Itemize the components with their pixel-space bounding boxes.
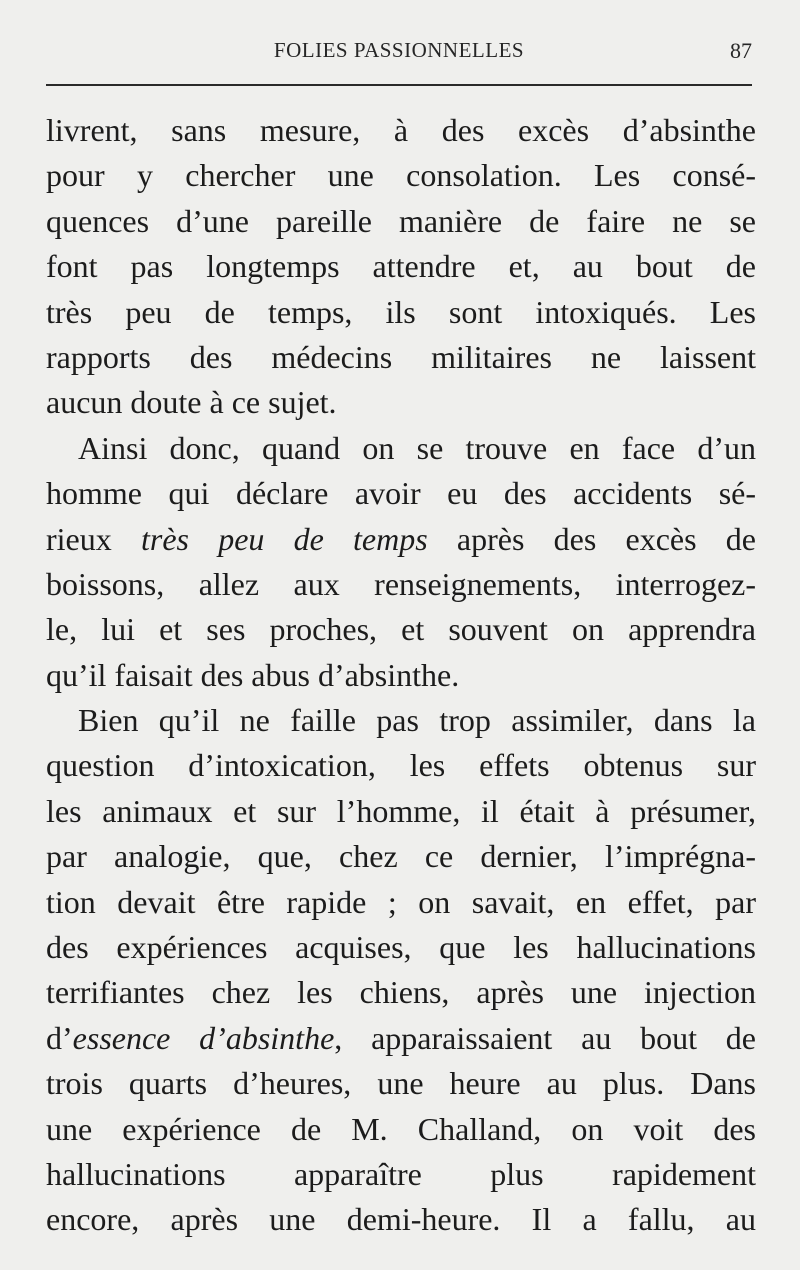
italic-phrase: essence d’absinthe xyxy=(72,1019,335,1056)
paragraph xyxy=(46,108,756,426)
text-run: rapports des médecins militaires ne laissent xyxy=(46,338,756,375)
header-rule xyxy=(46,84,752,86)
text-run: le, lui et ses proches, et souvent on apprendra xyxy=(46,611,756,648)
text-run: très peu de temps, ils sont intoxiqués. Les xyxy=(46,293,756,330)
text-line xyxy=(46,517,756,562)
text-run: tion devait être rapide ; on savait, en effet, par xyxy=(46,883,756,920)
text-line xyxy=(46,153,756,198)
text-run: terrifiantes chez les chiens, après une injection xyxy=(46,974,756,1011)
text-line xyxy=(46,925,756,970)
text-run: pour y chercher une consolation. Les consé- xyxy=(46,157,756,194)
text-run: Ainsi donc, quand on se trouve en face d’un xyxy=(78,429,756,466)
text-run: les animaux et sur l’homme, il était à présumer, xyxy=(46,792,756,829)
text-run: des expériences acquises, que les hallucinations xyxy=(46,929,756,966)
text-run: hallucinations apparaître plus rapidement xyxy=(46,1155,756,1192)
text-line xyxy=(46,108,756,153)
text-line xyxy=(46,290,756,335)
text-run: par analogie, que, chez ce dernier, l’imprégna- xyxy=(46,838,756,875)
text-line xyxy=(46,380,756,425)
text-line xyxy=(46,1016,756,1061)
text-line xyxy=(46,244,756,289)
text-line xyxy=(46,426,756,471)
running-title: FOLIES PASSIONNELLES xyxy=(273,38,525,62)
text-line xyxy=(46,970,756,1015)
text-line xyxy=(46,199,756,244)
text-run: homme qui déclare avoir eu des accidents sé- xyxy=(46,475,756,512)
text-line xyxy=(46,789,756,834)
text-run: aucun doute à ce sujet. xyxy=(46,384,337,421)
text-run: une expérience de M. Challand, on voit des xyxy=(46,1110,756,1147)
text-run: rieux xyxy=(46,520,141,557)
text-line xyxy=(46,1152,756,1197)
running-head xyxy=(46,36,752,70)
text-line xyxy=(46,653,756,698)
text-run: question d’intoxication, les effets obtenus sur xyxy=(46,747,756,784)
text-line xyxy=(46,335,756,380)
text-run: qu’il faisait des abus d’absinthe. xyxy=(46,656,460,693)
text-run: , apparaissaient au bout de xyxy=(334,1019,756,1056)
text-line xyxy=(46,471,756,516)
text-line xyxy=(46,743,756,788)
text-run: après des excès de xyxy=(427,520,756,557)
text-line xyxy=(46,698,756,743)
text-line xyxy=(46,562,756,607)
text-run: livrent, sans mesure, à des excès d’absinthe xyxy=(46,112,756,148)
text-line xyxy=(46,1107,756,1152)
text-line xyxy=(46,834,756,879)
body-text xyxy=(46,108,756,1243)
text-line xyxy=(46,880,756,925)
text-run: boissons, allez aux renseignements, interrogez- xyxy=(46,565,756,602)
page-number: 87 xyxy=(730,38,752,63)
text-line xyxy=(46,607,756,652)
italic-phrase: très peu de temps xyxy=(140,520,428,557)
text-run: encore, après une demi-heure. Il a fallu, au xyxy=(46,1201,756,1238)
paragraph xyxy=(46,698,756,1243)
text-run: font pas longtemps attendre et, au bout de xyxy=(46,248,756,285)
text-run: Bien qu’il ne faille pas trop assimiler, dans la xyxy=(78,702,756,739)
text-run: quences d’une pareille manière de faire ne se xyxy=(46,202,756,239)
text-run: trois quarts d’heures, une heure au plus. Dans xyxy=(46,1065,756,1102)
text-run: d’ xyxy=(46,1019,73,1056)
text-line xyxy=(46,1061,756,1106)
text-line xyxy=(46,1197,756,1242)
paragraph xyxy=(46,426,756,698)
